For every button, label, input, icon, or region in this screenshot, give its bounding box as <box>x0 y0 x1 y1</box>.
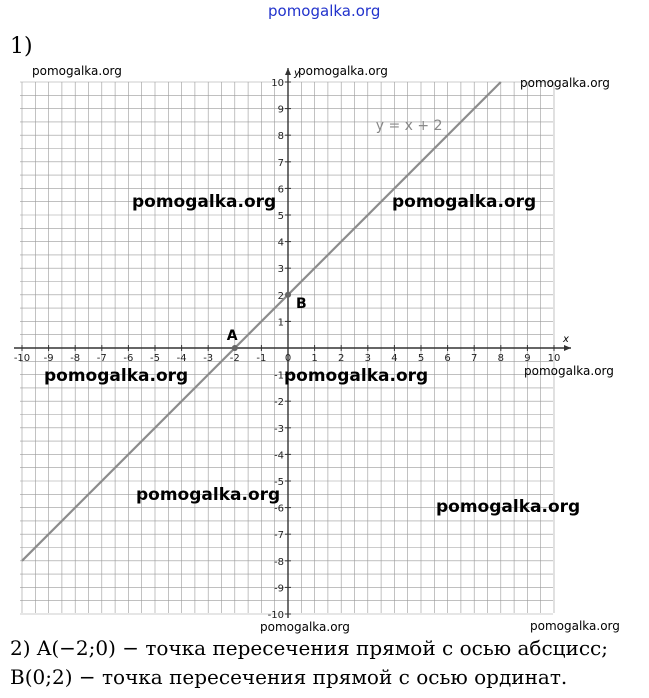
x-tick-label: 7 <box>471 353 478 364</box>
x-tick-label: -5 <box>150 353 160 364</box>
y-tick-label: -2 <box>274 397 284 409</box>
x-tick-label: -1 <box>256 353 267 364</box>
y-tick-label: 7 <box>277 157 284 169</box>
point-marker <box>285 292 291 298</box>
y-tick-label: -1 <box>274 370 284 382</box>
x-tick-label: -3 <box>203 353 214 364</box>
x-tick-label: 5 <box>417 353 425 364</box>
x-tick-label: -7 <box>96 353 107 364</box>
y-tick-label: -10 <box>267 610 284 621</box>
y-tick-label: -3 <box>274 423 284 435</box>
watermark: pomogalka.org <box>32 64 122 78</box>
y-tick-label: -4 <box>274 450 284 462</box>
watermark: pomogalka.org <box>392 192 537 212</box>
y-tick-label: -9 <box>274 583 284 595</box>
y-tick-label: -8 <box>274 556 284 568</box>
y-tick-label: 5 <box>277 211 284 222</box>
watermark: pomogalka.org <box>136 485 281 505</box>
watermark: pomogalka.org <box>520 76 610 90</box>
y-tick-label: -7 <box>274 530 284 542</box>
y-tick-label: 3 <box>277 264 284 276</box>
point-marker <box>232 345 238 351</box>
answer-line-1: 2) A(−2;0) − точка пересечения прямой с осью абсцисс; <box>10 636 608 660</box>
x-tick-label: 1 <box>311 353 318 364</box>
x-tick-label: 8 <box>497 353 504 364</box>
x-tick-label: -4 <box>176 353 187 364</box>
watermark: pomogalka.org <box>284 366 429 386</box>
watermark: pomogalka.org <box>436 497 581 517</box>
watermark: pomogalka.org <box>298 64 388 78</box>
x-tick-label: 9 <box>524 353 531 364</box>
x-tick-label: 2 <box>338 353 345 364</box>
watermark: pomogalka.org <box>44 366 189 386</box>
y-tick-label: -5 <box>274 477 284 488</box>
watermark: pomogalka.org <box>530 619 620 633</box>
x-tick-label: -9 <box>43 353 54 364</box>
point-label: B <box>296 295 307 312</box>
x-tick-label: -8 <box>70 353 81 364</box>
y-axis-label: y <box>294 68 300 79</box>
y-tick-label: 6 <box>277 184 284 196</box>
y-tick-label: 4 <box>277 237 284 249</box>
x-tick-label: 0 <box>284 353 292 364</box>
series-label: y = x + 2 <box>375 117 443 134</box>
part-number: 1) <box>10 34 33 59</box>
y-tick-label: 10 <box>271 78 284 89</box>
x-tick-label: -6 <box>123 353 134 364</box>
y-tick-label: 9 <box>277 104 284 116</box>
point-label: A <box>226 328 238 344</box>
y-axis-arrow <box>285 68 291 75</box>
x-axis-arrow <box>564 345 571 351</box>
x-tick-label: 10 <box>547 353 561 364</box>
y-tick-label: 2 <box>277 290 284 302</box>
x-tick-label: 3 <box>364 353 371 364</box>
watermark: pomogalka.org <box>132 192 277 212</box>
x-tick-label: 4 <box>391 353 398 364</box>
y-tick-label: 8 <box>277 131 284 143</box>
watermark: pomogalka.org <box>524 364 614 378</box>
x-tick-label: -10 <box>13 353 31 364</box>
x-tick-label: -2 <box>229 353 240 364</box>
site-header-link[interactable]: pomogalka.org <box>268 2 381 20</box>
answer-line-2: B(0;2) − точка пересечения прямой с осью ординат. <box>10 665 568 689</box>
y-tick-label: -6 <box>274 503 284 515</box>
watermark: pomogalka.org <box>260 620 350 634</box>
x-tick-label: 6 <box>444 353 451 364</box>
x-axis-label: x <box>563 334 569 345</box>
y-tick-label: 1 <box>277 317 284 329</box>
